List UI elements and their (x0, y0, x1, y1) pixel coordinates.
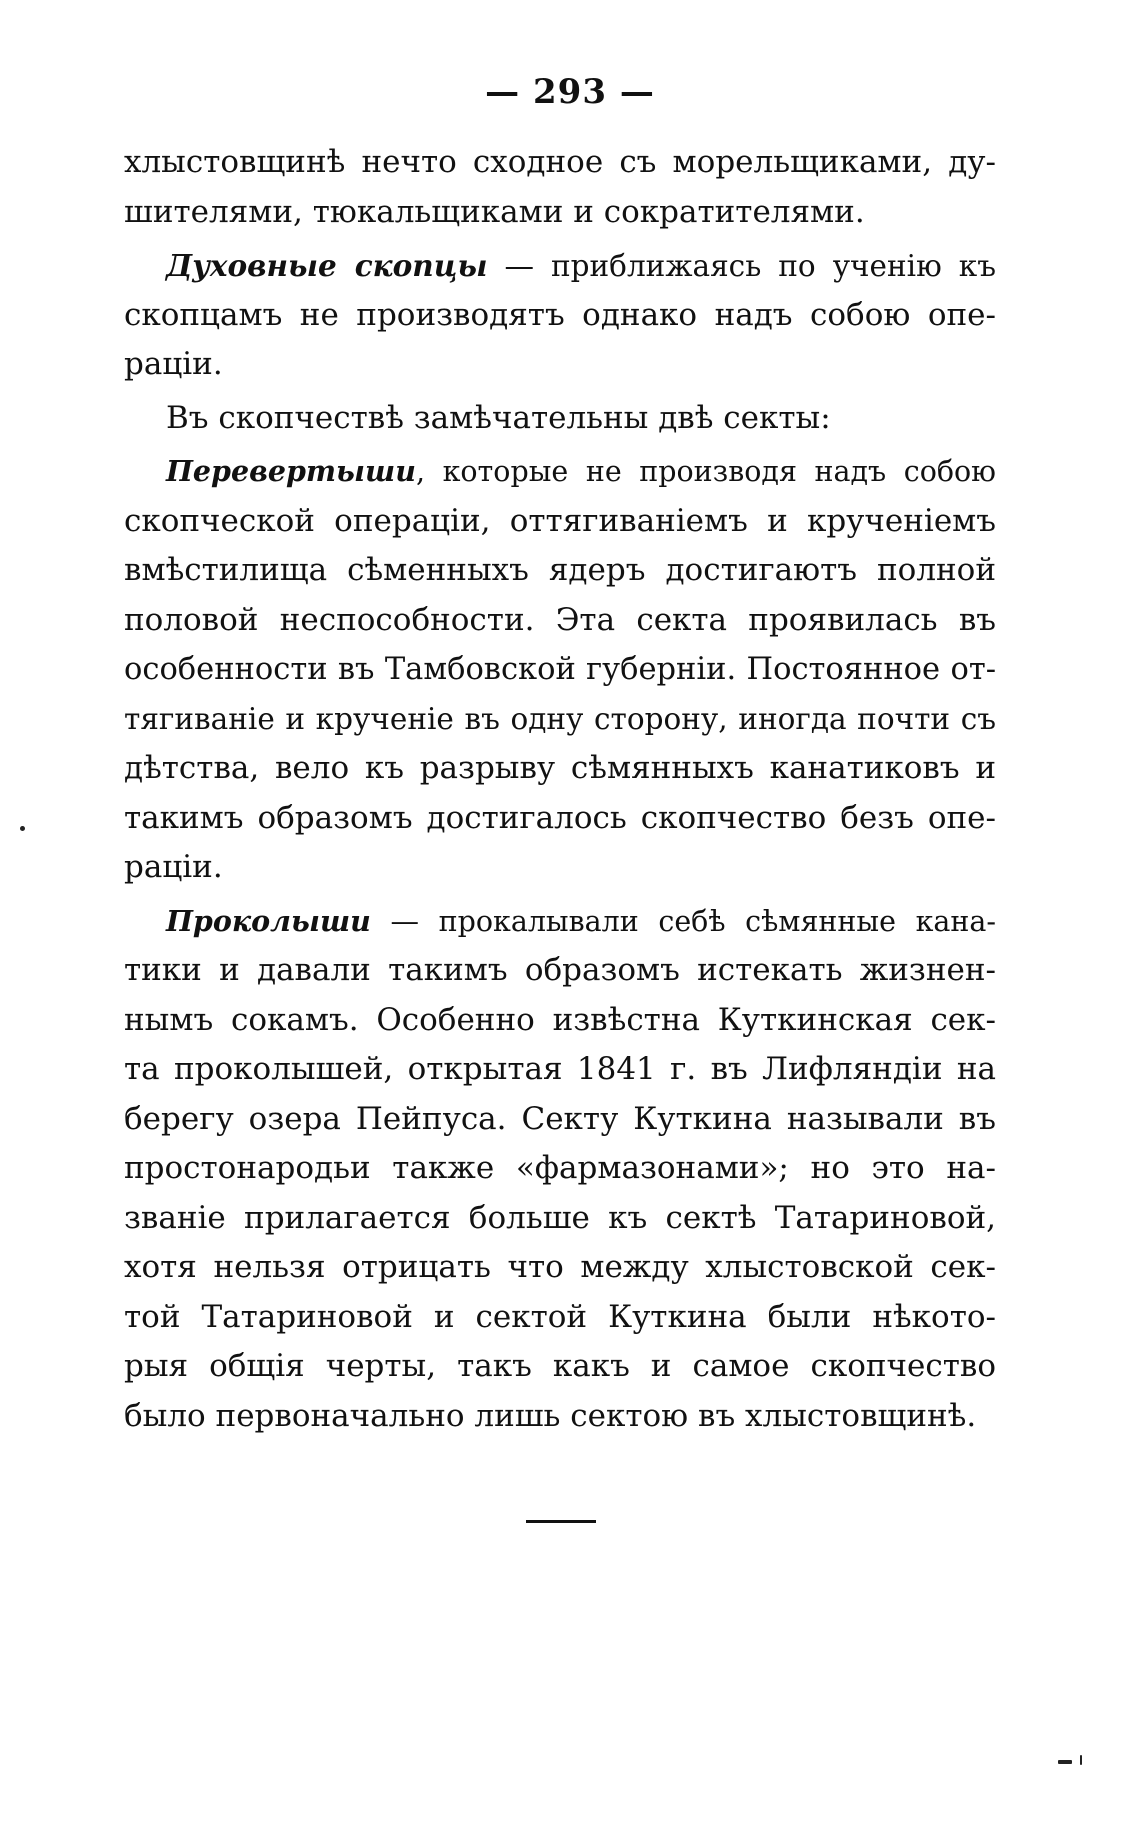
text-line (124, 946, 996, 996)
paragraph-gap (124, 1441, 996, 1445)
text-line (124, 546, 996, 596)
line-text: рыя общія черты, такъ какъ и самое скопчество (124, 1348, 996, 1384)
line-text: скопческой операціи, оттягиваніемъ и крученіемъ (124, 502, 996, 539)
line-text: Въ скопчествѣ замѣчательны двѣ секты: (166, 399, 831, 436)
text-line (124, 645, 996, 695)
end-rule (526, 1520, 596, 1523)
text-line (124, 695, 996, 745)
text-line (124, 138, 996, 188)
line-text: нымъ сокамъ. Особенно извѣстна Куткинская сек- (124, 1001, 996, 1038)
text-line (124, 447, 996, 497)
line-text: скопцамъ не производятъ однако надъ собою опе- (124, 296, 996, 333)
text-line (124, 340, 996, 390)
line-text: званіе прилагается больше къ сектѣ Татариновой, (124, 1199, 996, 1236)
sect-name: Духовные скопцы (166, 248, 488, 283)
text-line (124, 188, 996, 238)
print-speck (1058, 1760, 1072, 1764)
line-text: той Татариновой и сектой Куткина были нѣкото- (124, 1298, 996, 1335)
text-line (124, 794, 996, 844)
line-text: половой неспособности. Эта секта проявилась въ (124, 601, 996, 638)
text-line (124, 1144, 996, 1194)
paragraph (124, 897, 996, 1442)
line-text: — приближаясь по ученію къ (487, 249, 996, 283)
print-speck (1080, 1755, 1082, 1765)
line-text: такимъ образомъ достигалось скопчество безъ опе- (124, 799, 996, 836)
text-line (124, 744, 996, 794)
line-text: тягиваніе и крученіе въ одну сторону, иногда почти съ (124, 701, 996, 736)
text-line (124, 1342, 996, 1392)
text-line (124, 1243, 996, 1293)
text-line (124, 843, 996, 893)
body-text (124, 138, 996, 1445)
text-line (124, 1293, 996, 1343)
line-text: — прокалывали себѣ сѣмянные кана- (370, 904, 996, 938)
line-text: та проколышей, открытая 1841 г. въ Лифляндіи на (124, 1051, 996, 1087)
text-line (124, 996, 996, 1046)
page-number: — 293 — (485, 72, 655, 112)
line-text: раціи. (124, 346, 223, 382)
line-text: хлыстовщинѣ нечто сходное съ морельщиками, ду- (124, 144, 996, 180)
line-text: , которые не производя надъ собою (415, 455, 996, 488)
paragraph (124, 447, 996, 893)
text-line (124, 497, 996, 547)
line-text: простонародьи также «фармазонами»; но это на- (124, 1150, 996, 1186)
text-line (124, 241, 996, 291)
line-text: берегу озера Пейпуса. Секту Куткина называли въ (124, 1100, 996, 1137)
text-line (124, 1392, 996, 1442)
text-line (124, 291, 996, 341)
line-text: дѣтства, вело къ разрыву сѣмянныхъ канатиковъ и (124, 750, 996, 786)
text-line (124, 897, 996, 947)
paragraph (124, 138, 996, 237)
sect-name: Перевертыши (166, 454, 416, 488)
paragraph (124, 394, 996, 444)
line-text: было первоначально лишь сектою въ хлыстовщинѣ. (124, 1397, 977, 1434)
line-text: шителями, тюкальщиками и сократителями. (124, 193, 865, 230)
line-text: раціи. (124, 849, 223, 885)
line-text: вмѣстилища сѣменныхъ ядеръ достигаютъ полной (124, 552, 996, 588)
text-line (124, 394, 996, 444)
text-line (124, 1194, 996, 1244)
line-text: тики и давали такимъ образомъ истекать жизнен- (124, 952, 996, 988)
sect-name: Проколыши (166, 903, 371, 938)
text-line (124, 1095, 996, 1145)
text-line (124, 596, 996, 646)
line-text: особенности въ Тамбовской губерніи. Постоянное от- (124, 652, 996, 687)
print-speck (20, 826, 25, 831)
line-text: хотя нельзя отрицать что между хлыстовской сек- (124, 1249, 996, 1285)
paragraph (124, 241, 996, 390)
text-line (124, 1045, 996, 1095)
